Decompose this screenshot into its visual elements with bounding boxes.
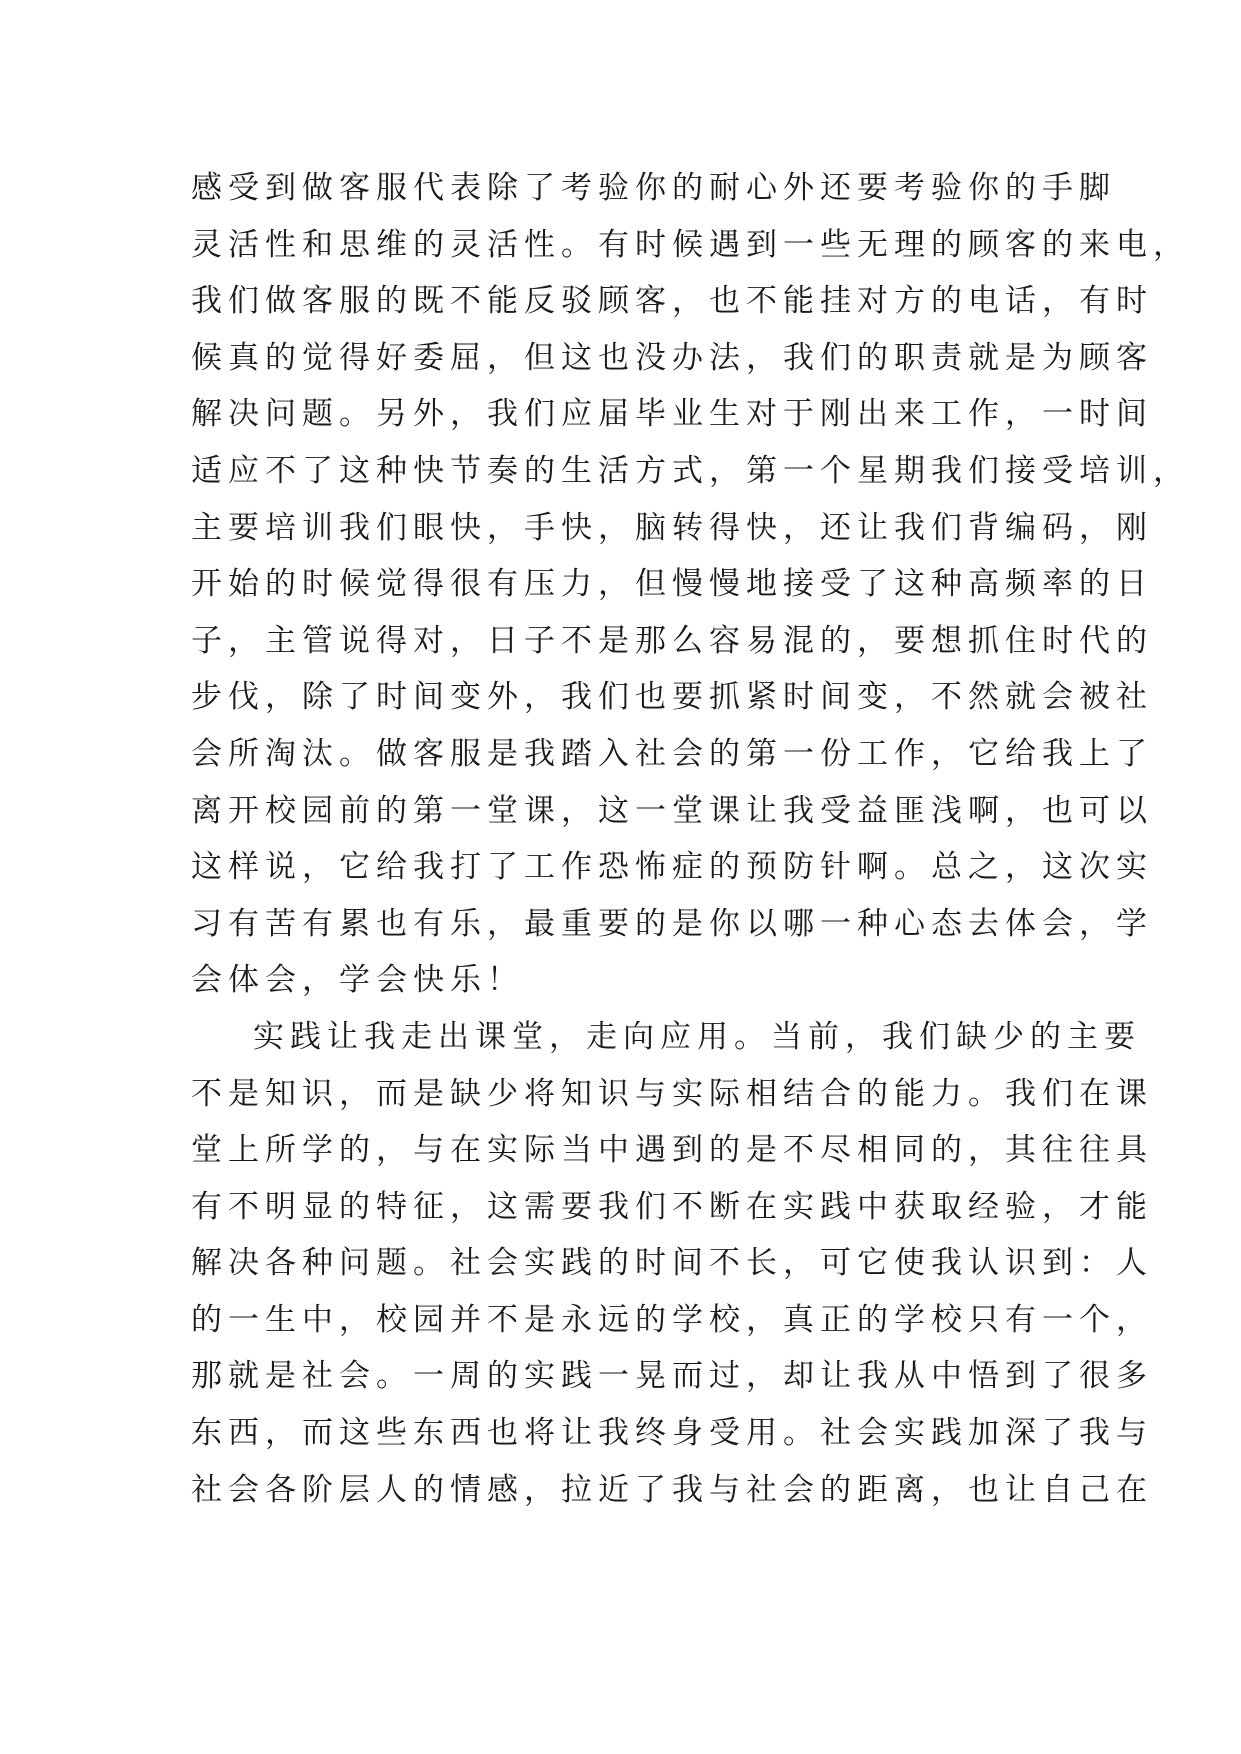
text-line: 开始的时候觉得很有压力，但慢慢地接受了这种高频率的日 [191,566,1153,603]
text-line: 习有苦有累也有乐，最重要的是你以哪一种心态去体会，学 [191,905,1153,942]
text-line: 我们做客服的既不能反驳顾客，也不能挂对方的电话，有时 [191,283,1153,320]
text-line: 堂上所学的，与在实际当中遇到的是不尽相同的，其往往具 [191,1132,1153,1169]
body-text [191,160,1190,1518]
text-line: 候真的觉得好委屈，但这也没办法，我们的职责就是为顾客 [191,339,1153,376]
text-line: 会所淘汰。做客服是我踏入社会的第一份工作，它给我上了 [191,735,1153,772]
text-line: 灵活性和思维的灵活性。有时候遇到一些无理的顾客的来电， [191,226,1190,263]
text-line: 那就是社会。一周的实践一晃而过，却让我从中悟到了很多 [191,1358,1153,1395]
text-line: 有不明显的特征，这需要我们不断在实践中获取经验，才能 [191,1188,1153,1225]
text-line: 主要培训我们眼快，手快，脑转得快，还让我们背编码，刚 [191,509,1153,546]
text-line: 子，主管说得对，日子不是那么容易混的，要想抓住时代的 [191,622,1153,659]
text-line: 适应不了这种快节奏的生活方式，第一个星期我们接受培训， [191,452,1190,489]
text-line: 感受到做客服代表除了考验你的耐心外还要考验你的手脚 [191,170,1116,206]
text-line: 会体会，学会快乐！ [191,962,524,999]
text-line: 东西，而这些东西也将让我终身受用。社会实践加深了我与 [191,1415,1153,1452]
text-line: 不是知识，而是缺少将知识与实际相结合的能力。我们在课 [191,1075,1153,1112]
text-line: 的一生中，校园并不是永远的学校，真正的学校只有一个， [191,1301,1153,1338]
text-line: 解决问题。另外，我们应届毕业生对于刚出来工作，一时间 [191,396,1153,433]
text-line: 解决各种问题。社会实践的时间不长，可它使我认识到：人 [191,1245,1153,1282]
text-line: 实践让我走出课堂，走向应用。当前，我们缺少的主要 [253,1018,1141,1055]
text-line: 这样说，它给我打了工作恐怖症的预防针啊。总之，这次实 [191,849,1153,886]
text-line: 离开校园前的第一堂课，这一堂课让我受益匪浅啊，也可以 [191,792,1153,829]
text-line: 社会各阶层人的情感，拉近了我与社会的距离，也让自己在 [191,1471,1153,1508]
text-line: 步伐，除了时间变外，我们也要抓紧时间变，不然就会被社 [191,679,1153,716]
